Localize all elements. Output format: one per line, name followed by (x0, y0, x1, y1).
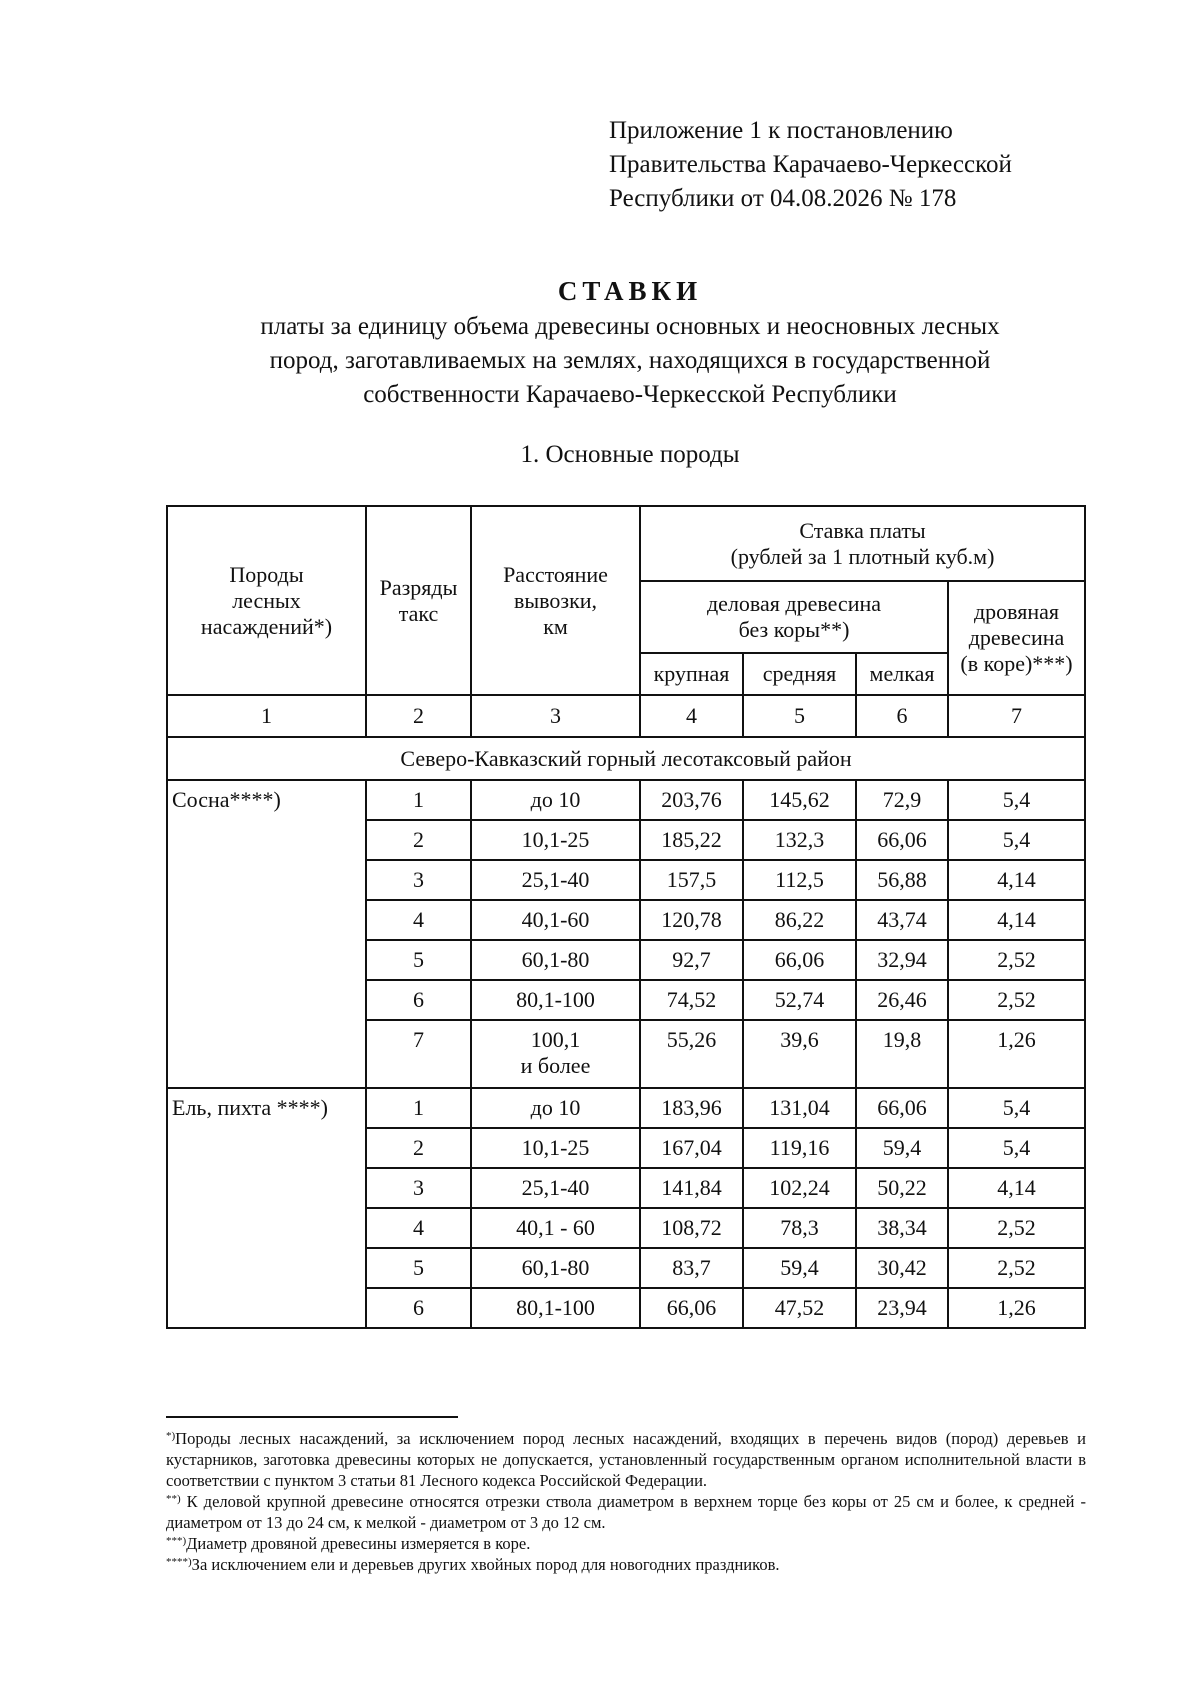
distance-cell: 80,1-100 (471, 1288, 640, 1328)
rate-large-cell: 167,04 (640, 1128, 743, 1168)
rate-large-cell: 83,7 (640, 1248, 743, 1288)
tax-class-cell: 3 (366, 860, 471, 900)
footnote: *)Породы лесных насаждений, за исключением пород лесных насаждений, входящих в перечень видов (пород) деревьев и кустарников, заготовка древесины которых не допускается, установленный государственным органом исполнительной власти в соответствии с пунктом 3 статьи 81 Лесного кодекса Российской Федерации. (166, 1429, 1086, 1490)
column-number: 2 (366, 695, 471, 737)
table-row (167, 820, 1085, 860)
table-header-row (167, 506, 1085, 581)
rate-fuel-cell: 2,52 (948, 940, 1085, 980)
rate-fuel-cell: 4,14 (948, 860, 1085, 900)
column-number: 3 (471, 695, 640, 737)
tax-class-cell: 2 (366, 820, 471, 860)
column-number: 5 (743, 695, 856, 737)
species-cell (167, 1168, 366, 1208)
document-subtitle (170, 310, 1090, 412)
species-cell (167, 940, 366, 980)
document-title: СТАВКИ (557, 276, 703, 306)
species-cell (167, 980, 366, 1020)
header-fuel-wood: дровяная древесина (в коре)***) (948, 581, 1085, 695)
header-medium: средняя (743, 653, 856, 695)
rate-medium-cell: 86,22 (743, 900, 856, 940)
tax-class-cell: 4 (366, 900, 471, 940)
column-number: 4 (640, 695, 743, 737)
column-number: 7 (948, 695, 1085, 737)
header-distance: Расстояние вывозки, км (471, 506, 640, 695)
distance-cell: 100,1 и более (471, 1020, 640, 1088)
species-cell (167, 820, 366, 860)
subtitle-line: собственности Карачаево-Черкесской Республики (363, 381, 897, 408)
rate-small-cell: 38,34 (856, 1208, 948, 1248)
column-number-row (167, 695, 1085, 737)
rate-small-cell: 56,88 (856, 860, 948, 900)
region-name: Северо-Кавказский горный лесотаксовый район (167, 737, 1085, 780)
column-number: 6 (856, 695, 948, 737)
header-species: Породы лесных насаждений*) (167, 506, 366, 695)
rate-fuel-cell: 2,52 (948, 1208, 1085, 1248)
rate-fuel-cell: 2,52 (948, 980, 1085, 1020)
distance-cell: 10,1-25 (471, 1128, 640, 1168)
rate-large-cell: 120,78 (640, 900, 743, 940)
region-row (167, 737, 1085, 780)
table-row (167, 1168, 1085, 1208)
rate-small-cell: 32,94 (856, 940, 948, 980)
distance-cell: 10,1-25 (471, 820, 640, 860)
table-row (167, 1088, 1085, 1128)
rate-medium-cell: 119,16 (743, 1128, 856, 1168)
appendix-note (609, 114, 1012, 216)
distance-cell: 25,1-40 (471, 860, 640, 900)
rate-fuel-cell: 5,4 (948, 1088, 1085, 1128)
species-cell (167, 1208, 366, 1248)
rate-medium-cell: 52,74 (743, 980, 856, 1020)
tax-class-cell: 5 (366, 940, 471, 980)
rate-medium-cell: 112,5 (743, 860, 856, 900)
rate-large-cell: 203,76 (640, 780, 743, 820)
species-cell (167, 1020, 366, 1088)
species-cell (167, 860, 366, 900)
rate-small-cell: 26,46 (856, 980, 948, 1020)
rate-small-cell: 43,74 (856, 900, 948, 940)
appendix-note-line: Республики от 04.08.2026 № 178 (609, 185, 957, 212)
table-row (167, 980, 1085, 1020)
rate-medium-cell: 47,52 (743, 1288, 856, 1328)
subtitle-line: пород, заготавливаемых на землях, находящихся в государственной (269, 347, 991, 374)
rate-medium-cell: 66,06 (743, 940, 856, 980)
rate-fuel-cell: 5,4 (948, 1128, 1085, 1168)
species-name: Сосна****) (167, 780, 366, 820)
rate-fuel-cell: 1,26 (948, 1020, 1085, 1088)
footnote: ***)Диаметр дровяной древесины измеряется в коре. (166, 1534, 531, 1553)
column-number: 1 (167, 695, 366, 737)
rate-medium-cell: 59,4 (743, 1248, 856, 1288)
table-row (167, 900, 1085, 940)
subtitle-line: платы за единицу объема древесины основных и неосновных лесных (260, 313, 1000, 340)
table-row (167, 860, 1085, 900)
tax-class-cell: 6 (366, 980, 471, 1020)
rate-medium-cell: 132,3 (743, 820, 856, 860)
rate-small-cell: 19,8 (856, 1020, 948, 1088)
appendix-note-line: Правительства Карачаево-Черкесской (609, 151, 1012, 178)
table-row (167, 1128, 1085, 1168)
distance-cell: 40,1-60 (471, 900, 640, 940)
header-small: мелкая (856, 653, 948, 695)
footnote: ****)За исключением ели и деревьев других хвойных пород для новогодних праздников. (166, 1555, 780, 1574)
species-name: Ель, пихта ****) (167, 1088, 366, 1128)
distance-cell: 60,1-80 (471, 940, 640, 980)
table-row (167, 1248, 1085, 1288)
rates-table (166, 505, 1086, 1329)
header-rate: Ставка платы (рублей за 1 плотный куб.м) (640, 506, 1085, 581)
rate-medium-cell: 131,04 (743, 1088, 856, 1128)
section-heading: 1. Основные породы (520, 441, 740, 468)
rate-small-cell: 66,06 (856, 820, 948, 860)
rate-small-cell: 72,9 (856, 780, 948, 820)
rate-large-cell: 141,84 (640, 1168, 743, 1208)
species-cell (167, 1128, 366, 1168)
table-row (167, 940, 1085, 980)
rate-fuel-cell: 5,4 (948, 820, 1085, 860)
header-tax-class: Разряды такс (366, 506, 471, 695)
appendix-note-line: Приложение 1 к постановлению (609, 117, 953, 144)
species-cell (167, 1248, 366, 1288)
tax-class-cell: 3 (366, 1168, 471, 1208)
rate-small-cell: 50,22 (856, 1168, 948, 1208)
rate-small-cell: 66,06 (856, 1088, 948, 1128)
tax-class-cell: 4 (366, 1208, 471, 1248)
header-large: крупная (640, 653, 743, 695)
footnote-divider (166, 1416, 458, 1418)
footnote: **) К деловой крупной древесине относятся отрезки ствола диаметром в верхнем торце без коры от 25 см и более, к средней - диаметром от 13 до 24 см, к мелкой - диаметром от 3 до 12 см. (166, 1492, 1086, 1532)
rate-medium-cell: 145,62 (743, 780, 856, 820)
footnotes (166, 1428, 1086, 1575)
tax-class-cell: 1 (366, 1088, 471, 1128)
table-row (167, 1208, 1085, 1248)
species-cell (167, 1288, 366, 1328)
distance-cell: до 10 (471, 1088, 640, 1128)
tax-class-cell: 6 (366, 1288, 471, 1328)
rate-medium-cell: 78,3 (743, 1208, 856, 1248)
rate-large-cell: 74,52 (640, 980, 743, 1020)
rate-small-cell: 30,42 (856, 1248, 948, 1288)
tax-class-cell: 2 (366, 1128, 471, 1168)
rate-fuel-cell: 4,14 (948, 900, 1085, 940)
table-row (167, 1288, 1085, 1328)
tax-class-cell: 5 (366, 1248, 471, 1288)
tax-class-cell: 1 (366, 780, 471, 820)
distance-cell: 60,1-80 (471, 1248, 640, 1288)
rate-fuel-cell: 4,14 (948, 1168, 1085, 1208)
rate-fuel-cell: 5,4 (948, 780, 1085, 820)
rate-small-cell: 59,4 (856, 1128, 948, 1168)
distance-cell: 80,1-100 (471, 980, 640, 1020)
rate-medium-cell: 102,24 (743, 1168, 856, 1208)
species-cell (167, 900, 366, 940)
rate-large-cell: 66,06 (640, 1288, 743, 1328)
rate-small-cell: 23,94 (856, 1288, 948, 1328)
table-row (167, 780, 1085, 820)
distance-cell: 25,1-40 (471, 1168, 640, 1208)
rate-fuel-cell: 1,26 (948, 1288, 1085, 1328)
rate-medium-cell: 39,6 (743, 1020, 856, 1088)
rate-large-cell: 92,7 (640, 940, 743, 980)
distance-cell: до 10 (471, 780, 640, 820)
rate-large-cell: 185,22 (640, 820, 743, 860)
header-business-wood: деловая древесина без коры**) (640, 581, 948, 653)
table-row (167, 1020, 1085, 1088)
rate-large-cell: 157,5 (640, 860, 743, 900)
rate-large-cell: 55,26 (640, 1020, 743, 1088)
tax-class-cell: 7 (366, 1020, 471, 1088)
rate-large-cell: 183,96 (640, 1088, 743, 1128)
rate-fuel-cell: 2,52 (948, 1248, 1085, 1288)
rate-large-cell: 108,72 (640, 1208, 743, 1248)
distance-cell: 40,1 - 60 (471, 1208, 640, 1248)
